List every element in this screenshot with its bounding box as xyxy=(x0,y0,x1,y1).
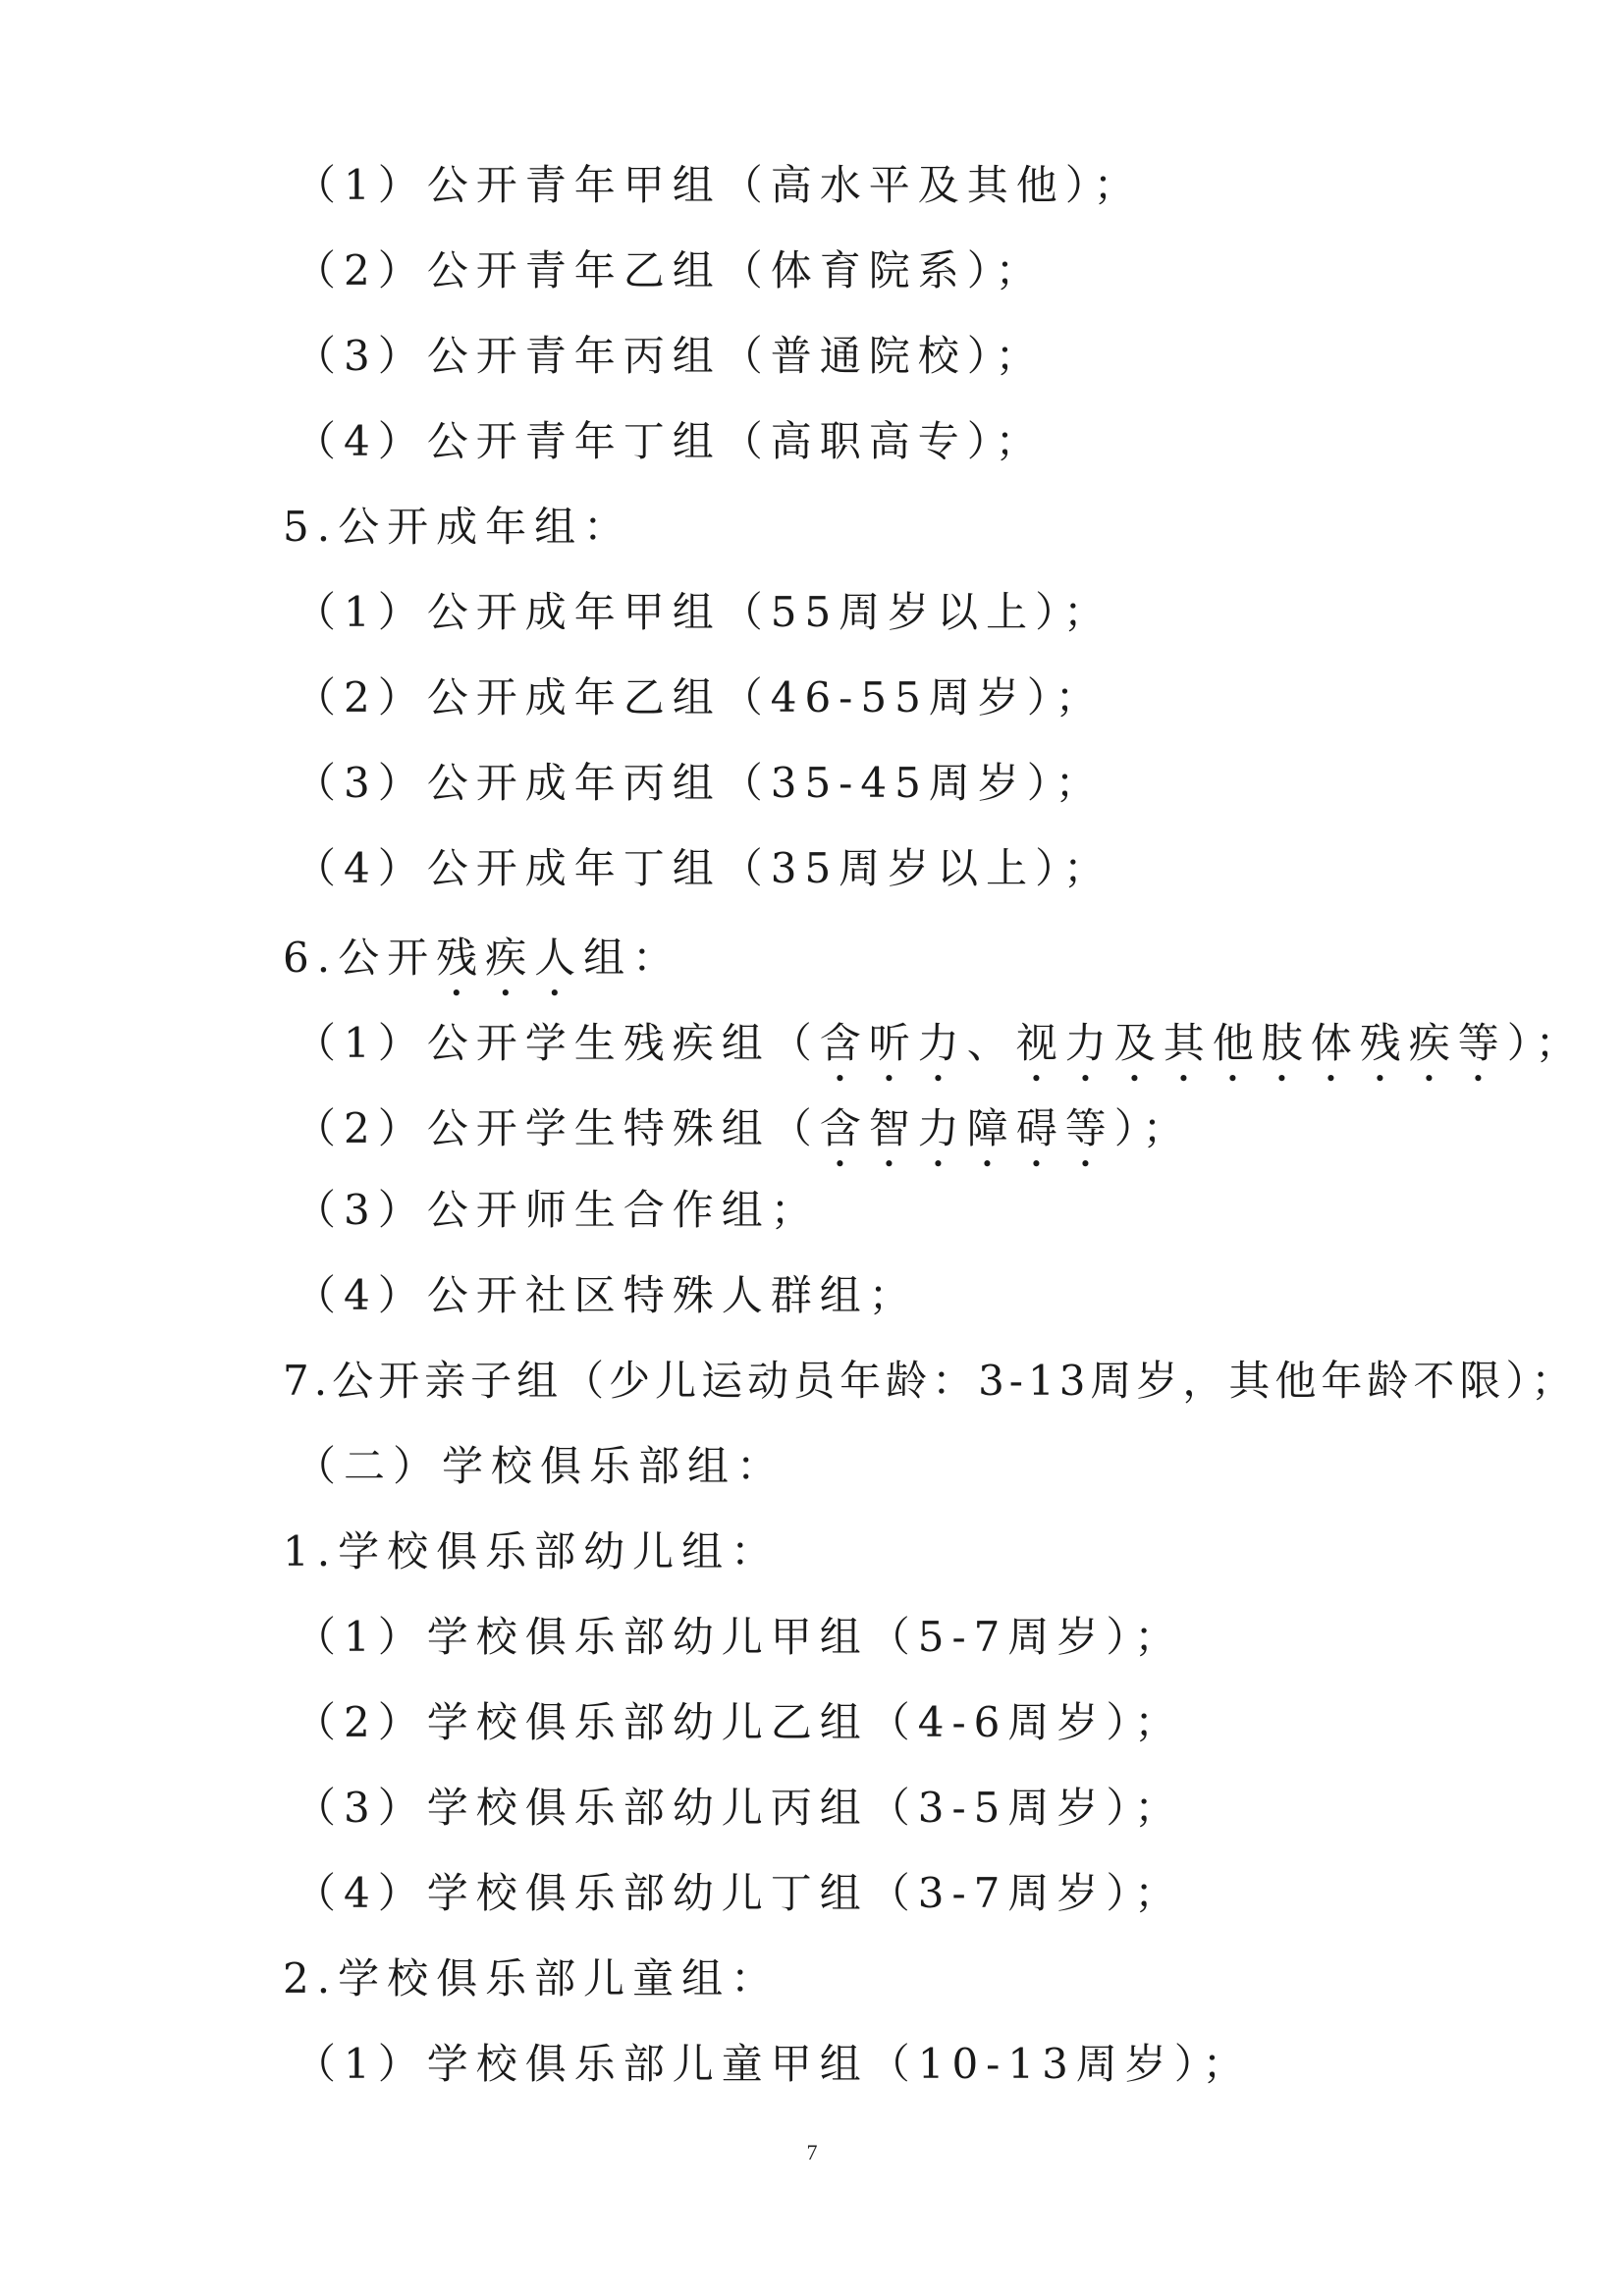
text-line: （4）公开成年丁组（35周岁以上）； xyxy=(295,844,1113,892)
text-line: （1）学校俱乐部幼儿甲组（5-7周岁）； xyxy=(295,1613,1184,1661)
text-line: （3）公开成年丙组（35-45周岁）； xyxy=(295,759,1105,807)
text-line: （1）公开成年甲组（55周岁以上）； xyxy=(295,588,1113,636)
text-line: （4）公开社区特殊人群组； xyxy=(295,1271,918,1319)
section-heading: 5.公开成年组： xyxy=(283,503,633,551)
section-heading xyxy=(283,934,681,1005)
text-line: （4）公开青年丁组（高职高专）； xyxy=(295,417,1045,465)
text-line: （2）公开成年乙组（46-55周岁）； xyxy=(295,673,1105,721)
text-line: （2）学校俱乐部幼儿乙组（4-6周岁）； xyxy=(295,1698,1184,1746)
text-line xyxy=(295,1019,1585,1091)
text-line: （2）公开青年乙组（体育院系）； xyxy=(295,246,1045,294)
line-suffix: ）； xyxy=(1113,1104,1192,1152)
section-heading: （二）学校俱乐部组： xyxy=(295,1442,786,1490)
text-line: （1）公开青年甲组（高水平及其他）； xyxy=(295,161,1143,209)
section-heading: 1.学校俱乐部幼儿组： xyxy=(283,1527,781,1575)
text-line: （4）学校俱乐部幼儿丁组（3-7周岁）； xyxy=(295,1869,1184,1917)
emphasized-text: 残疾人 xyxy=(436,934,584,982)
emphasized-text: 含智力障碍等 xyxy=(819,1104,1114,1152)
line-suffix: 组： xyxy=(583,934,682,982)
line-prefix: 6.公开 xyxy=(283,934,437,982)
text-line: （3）学校俱乐部幼儿丙组（3-5周岁）； xyxy=(295,1784,1184,1832)
text-line: （3）公开师生合作组； xyxy=(295,1186,820,1234)
text-line xyxy=(295,1104,1192,1176)
text-line: （1）学校俱乐部儿童甲组（10-13周岁）； xyxy=(295,2040,1252,2088)
line-prefix: （2）公开学生特殊组（ xyxy=(295,1104,820,1152)
section-heading: 2.学校俱乐部儿童组： xyxy=(283,1954,781,2002)
page-number: 7 xyxy=(806,2140,818,2164)
line-prefix: （1）公开学生残疾组（ xyxy=(295,1019,820,1067)
line-suffix: ）； xyxy=(1506,1019,1585,1067)
section-heading: 7.公开亲子组（少儿运动员年龄：3-13周岁，其他年龄不限）； xyxy=(283,1357,1578,1405)
text-line: （3）公开青年丙组（普通院校）； xyxy=(295,332,1045,380)
emphasized-text: 含听力、视力及其他肢体残疾等 xyxy=(819,1019,1507,1067)
